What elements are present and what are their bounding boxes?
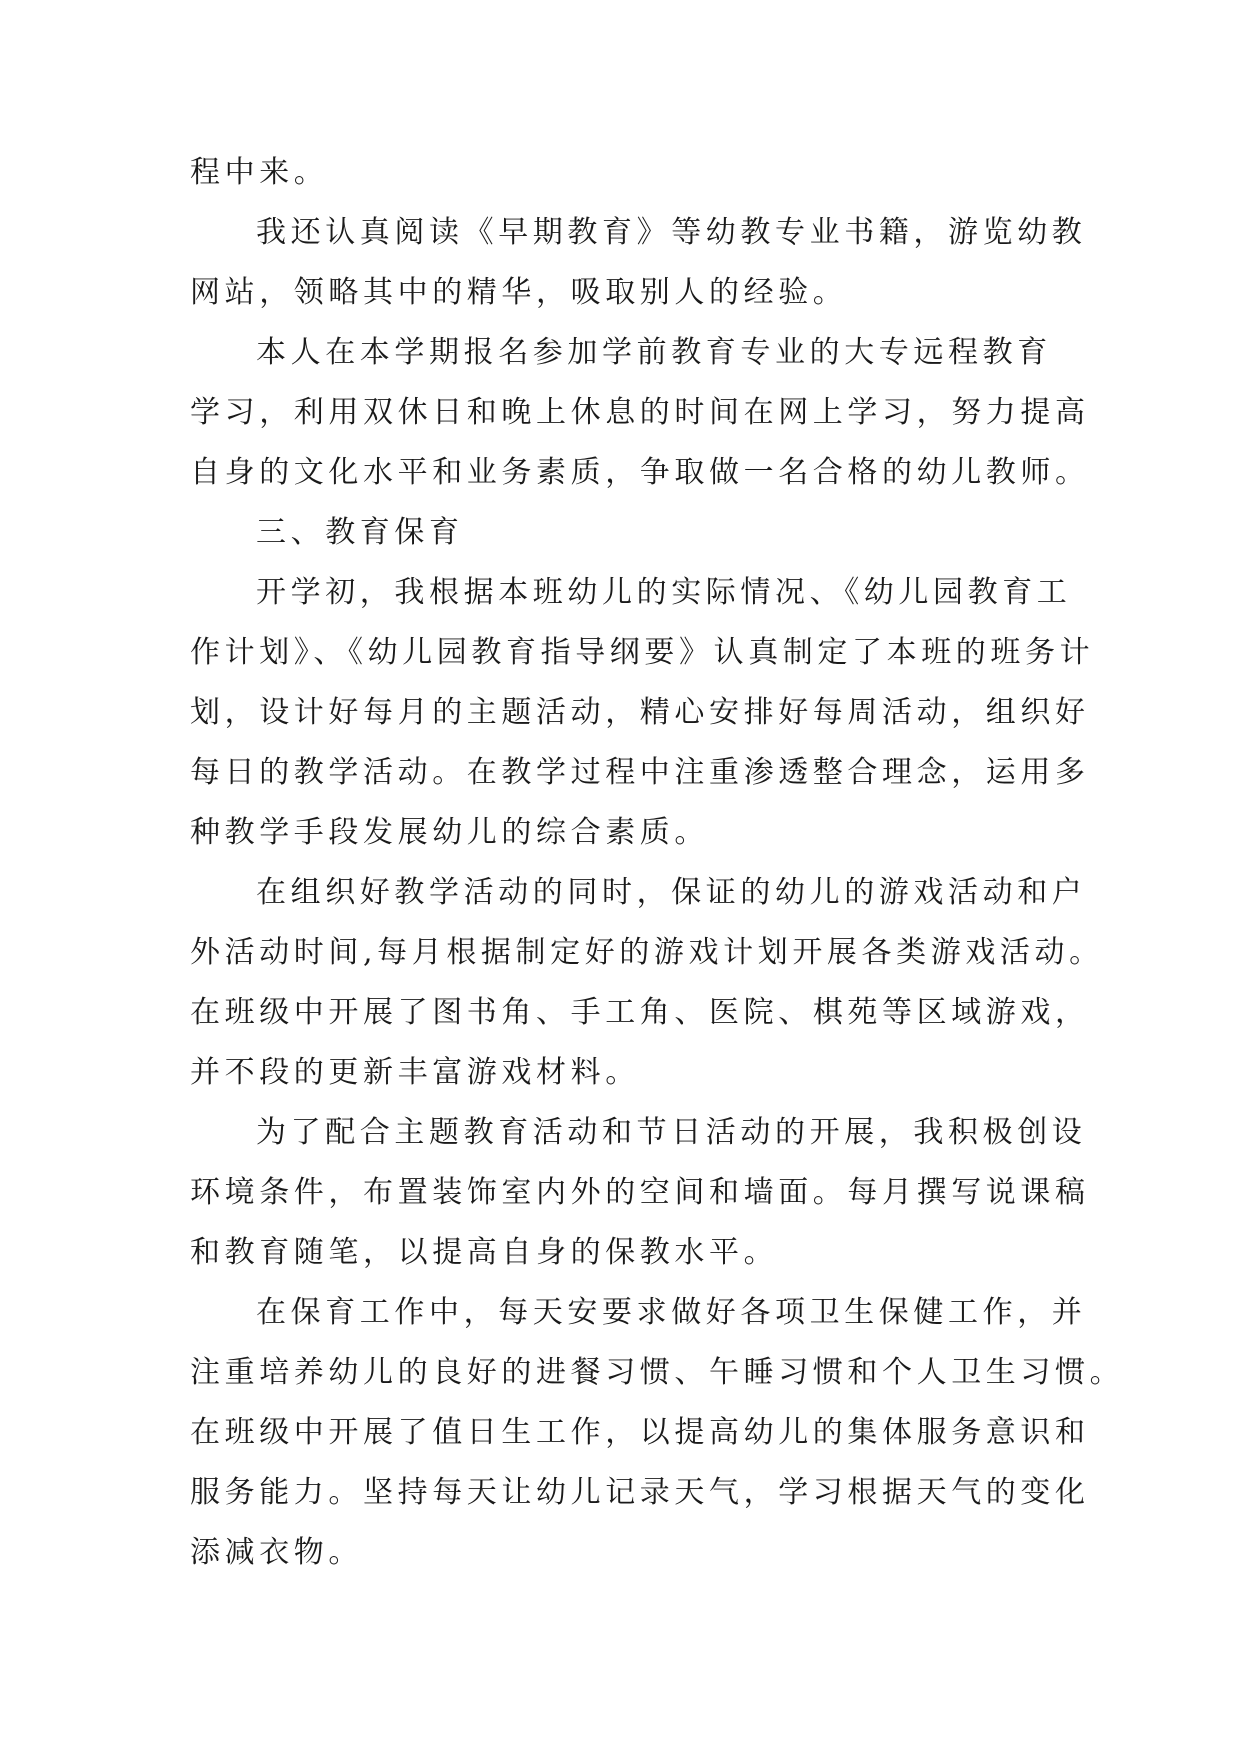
text-line: 并不段的更新丰富游戏材料。 <box>190 1055 640 1090</box>
text-line: 种教学手段发展幼儿的综合素质。 <box>190 815 709 850</box>
text-line: 在组织好教学活动的同时，保证的幼儿的游戏活动和户 <box>256 875 1087 910</box>
text-line: 在班级中开展了值日生工作，以提高幼儿的集体服务意识和 <box>190 1415 1090 1450</box>
text-line: 添减衣物。 <box>190 1535 363 1570</box>
text-line: 作计划》、《幼儿园教育指导纲要》认真制定了本班的班务计 <box>190 635 1095 670</box>
text-line: 和教育随笔，以提高自身的保教水平。 <box>190 1235 779 1270</box>
text-line: 外活动时间,每月根据制定好的游戏计划开展各类游戏活动。 <box>190 935 1104 970</box>
text-line: 在班级中开展了图书角、手工角、医院、棋苑等区域游戏， <box>190 995 1090 1030</box>
section-heading: 三、教育保育 <box>256 515 464 550</box>
text-line: 网站，领略其中的精华，吸取别人的经验。 <box>190 275 848 310</box>
text-line: 本人在本学期报名参加学前教育专业的大专远程教育 <box>256 335 1052 370</box>
text-line: 我还认真阅读《早期教育》等幼教专业书籍，游览幼教 <box>256 215 1087 250</box>
text-line: 开学初，我根据本班幼儿的实际情况、《幼儿园教育工 <box>256 575 1072 610</box>
text-line: 每日的教学活动。在教学过程中注重渗透整合理念，运用多 <box>190 755 1090 790</box>
text-line: 在保育工作中，每天安要求做好各项卫生保健工作，并 <box>256 1295 1087 1330</box>
text-line: 自身的文化水平和业务素质，争取做一名合格的幼儿教师。 <box>190 455 1090 490</box>
document-page <box>190 155 1125 1595</box>
text-line: 环境条件，布置装饰室内外的空间和墙面。每月撰写说课稿 <box>190 1175 1090 1210</box>
text-line: 注重培养幼儿的良好的进餐习惯、午睡习惯和个人卫生习惯。 <box>190 1355 1125 1390</box>
text-line: 服务能力。坚持每天让幼儿记录天气，学习根据天气的变化 <box>190 1475 1090 1510</box>
text-line: 为了配合主题教育活动和节日活动的开展，我积极创设 <box>256 1115 1087 1150</box>
text-line: 程中来。 <box>190 155 329 190</box>
text-line: 学习，利用双休日和晚上休息的时间在网上学习，努力提高 <box>190 395 1090 430</box>
text-line: 划，设计好每月的主题活动，精心安排好每周活动，组织好 <box>190 695 1090 730</box>
